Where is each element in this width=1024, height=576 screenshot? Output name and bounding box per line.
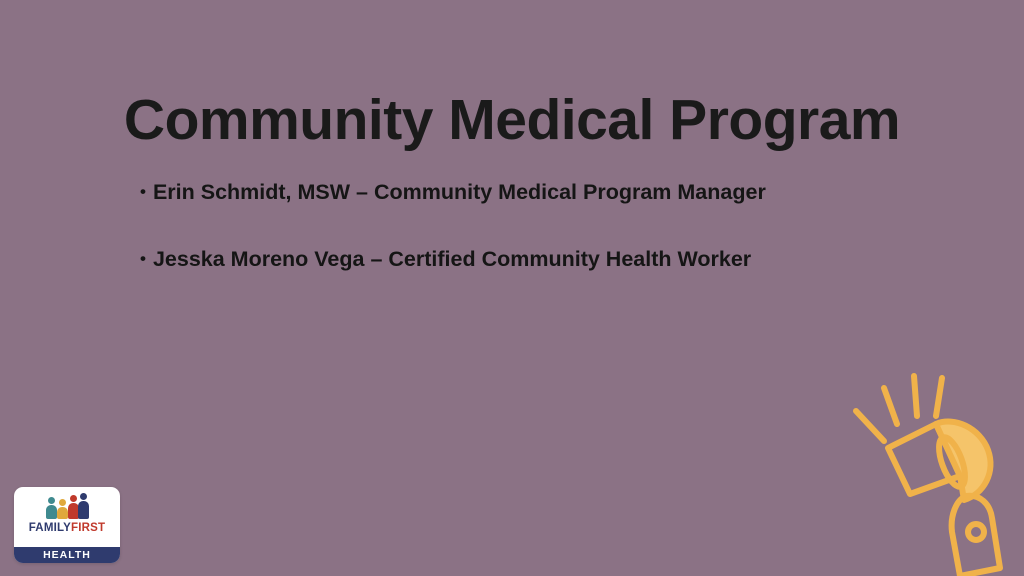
logo-wordmark: [29, 522, 106, 534]
bullet-marker-icon: •: [140, 249, 146, 269]
bullet-list: [140, 172, 780, 307]
page-title: Community Medical Program: [123, 88, 901, 153]
list-item-text: Jesska Moreno Vega – Certified Community Health Worker: [152, 247, 752, 272]
bullet-marker-icon: •: [140, 182, 146, 201]
logo-word-health: HEALTH: [14, 547, 120, 563]
list-item: [140, 239, 780, 280]
logo: [14, 487, 120, 563]
logo-word-family: FAMILY: [28, 522, 72, 534]
flashlight-icon: [784, 336, 1024, 576]
logo-word-first: FIRST: [71, 522, 106, 534]
list-item: [140, 172, 780, 213]
list-item-text: Erin Schmidt, MSW – Community Medical Program Manager: [152, 180, 766, 204]
family-figures-icon: [44, 493, 90, 519]
